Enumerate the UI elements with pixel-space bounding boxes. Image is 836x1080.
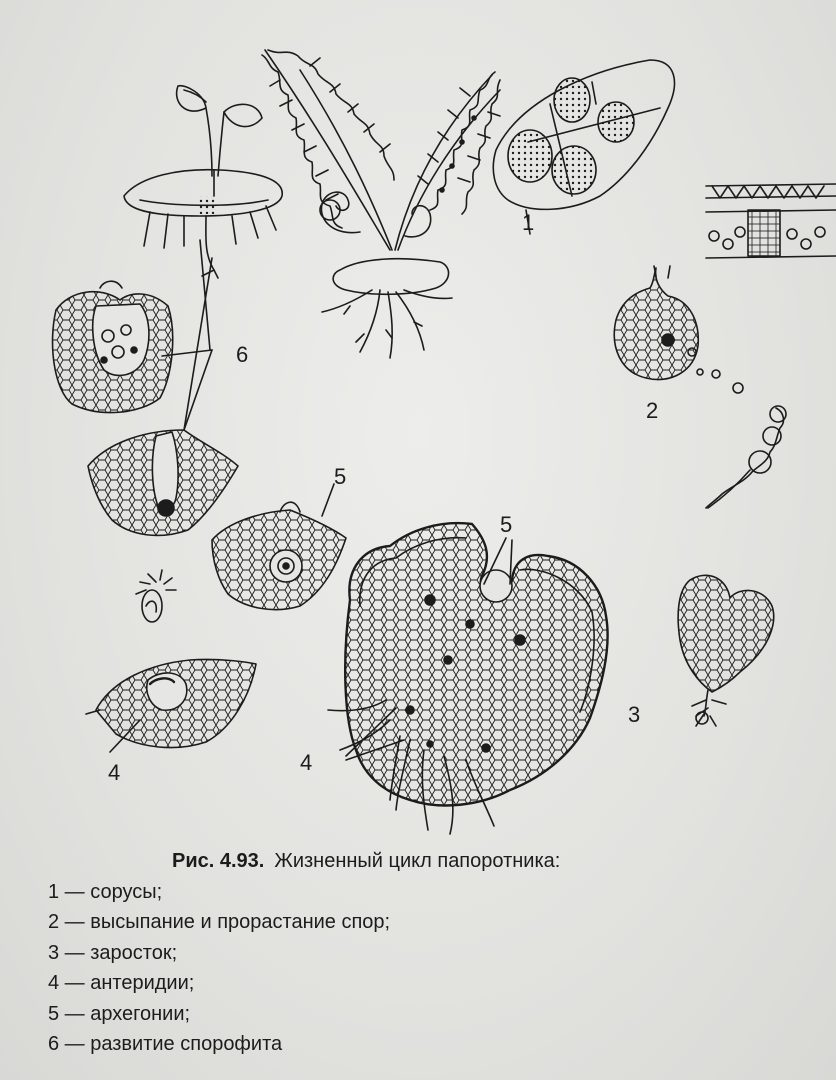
caption-item-1: 1 — сорусы; (48, 880, 163, 903)
leader-line-5c (322, 484, 334, 516)
caption-item-3: 3 — заросток; (48, 941, 178, 964)
spermatozoid (136, 570, 176, 622)
leaf-cross-section (706, 184, 836, 258)
caption-item-4: 4 — антеридии; (48, 972, 195, 994)
label-4a: 4 (108, 760, 121, 785)
leader-line-6a (184, 258, 212, 430)
caption-item-6: 6 — развитие спорофита (48, 1033, 283, 1055)
antheridium (86, 659, 256, 747)
caption-item-5: 5 — архегонии; (48, 1002, 191, 1025)
label-3: 3 (628, 702, 641, 727)
archegonium-with-embryo (53, 281, 173, 412)
figure-caption (48, 846, 828, 1060)
sporangium (614, 266, 743, 393)
sorus-section (493, 60, 674, 234)
label-5a: 5 (334, 464, 347, 489)
archegonium-fertilized (88, 430, 238, 535)
caption-item-2: 2 — высыпание и прорастание спор; (48, 911, 391, 933)
archegonium (212, 502, 346, 609)
germinating-spore (706, 406, 786, 508)
caption-title-line (48, 846, 828, 877)
prothallus-large (328, 523, 608, 834)
young-sporophyte (124, 86, 282, 278)
label-1: 1 (522, 210, 535, 235)
label-5b: 5 (500, 512, 513, 537)
fern-sporophyte (262, 50, 500, 358)
figure-number: Рис. 4.93. (172, 850, 265, 872)
young-prothallus (678, 575, 774, 726)
label-4b: 4 (300, 750, 313, 775)
label-2: 2 (646, 398, 659, 423)
figure-title: Жизненный цикл папоротника: (274, 850, 561, 872)
label-6: 6 (236, 342, 249, 367)
